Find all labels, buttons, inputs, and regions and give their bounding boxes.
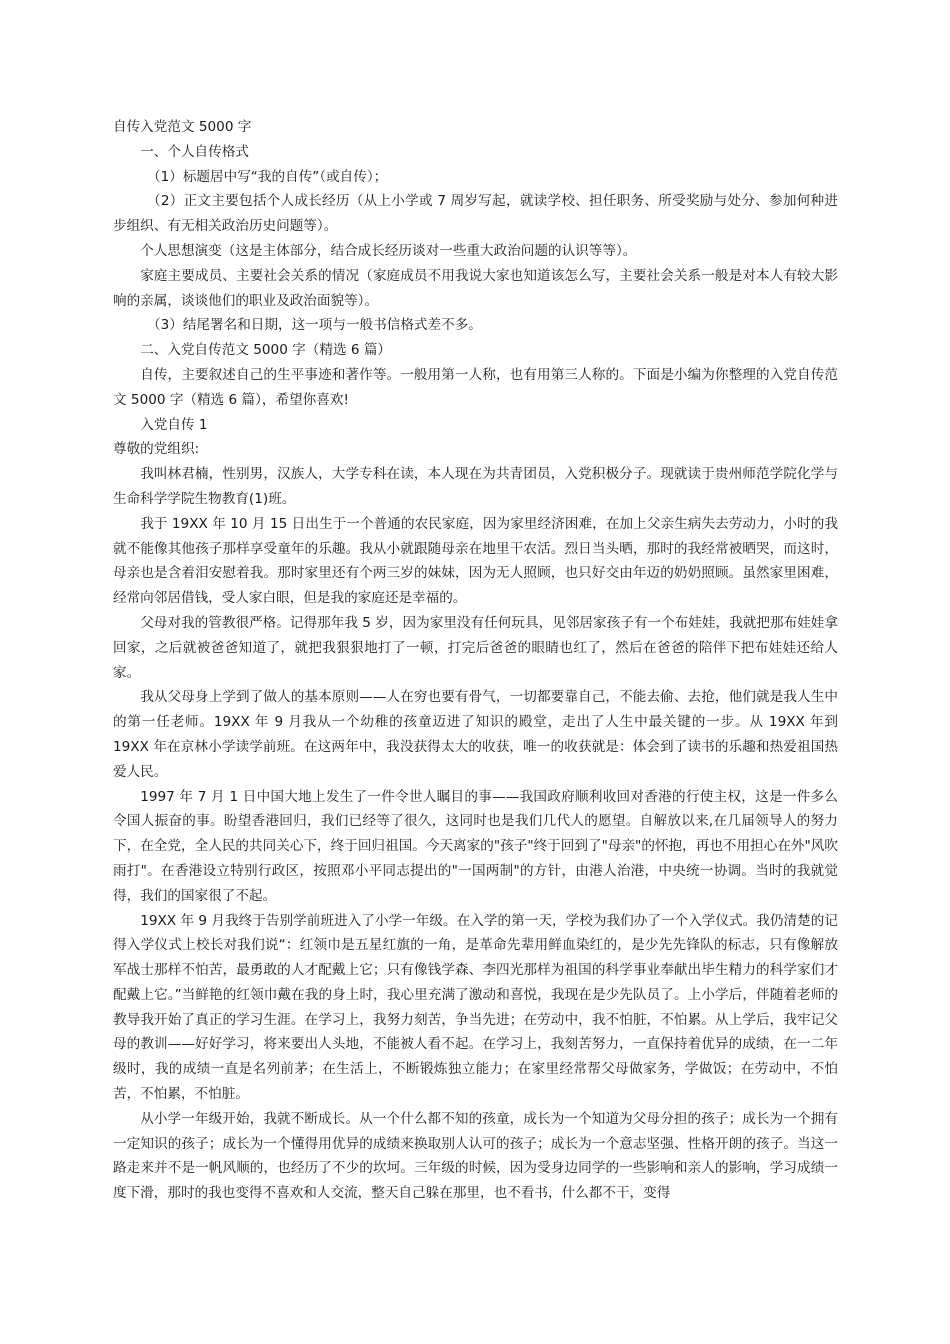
paragraph: 1997 年 7 月 1 日中国大地上发生了一件令世人瞩目的事——我国政府顺利收回对香港的行使主权，这是一件多么令国人振奋的事。盼望香港回归，我们已经等了很久，这同时也是我们几代人的愿望。自解放以来,在几届领导人的努力下，在全党，全人民的共同关心下，终于回归祖国。今天离家的"孩子"终于回到了"母亲"的怀抱，再也不用担心在外"风吹雨打"。在香港设立特别行政区，按照邓小平同志提出的"一国两制"的方针，由港人治港，中央统一协调。当时的我就觉得，我们的国家很了不起。 bbox=[113, 788, 838, 904]
document-page bbox=[113, 115, 838, 1206]
paragraph: 我从父母身上学到了做人的基本原则——人在穷也要有骨气，一切都要靠自己，不能去偷、去抢，他们就是我人生中的第一任老师。19XX 年 9 月我从一个幼稚的孩童迈进了知识的殿堂，走出了人生中最关键的一步。从 19XX 年到 19XX 年在京林小学读学前班。在这两年中，我没获得太大的收获，唯一的收获就是：体会到了读书的乐趣和热爱祖国热爱人民。 bbox=[113, 689, 838, 780]
paragraph: 入党自传 1 bbox=[140, 416, 208, 433]
paragraph: 父母对我的管教很严格。记得那年我 5 岁，因为家里没有任何玩具，见邻居家孩子有一个布娃娃，我就把那布娃娃拿回家，之后就被爸爸知道了，就把我狠狠地打了一顿，打完后爸爸的眼睛也红了，然后在爸爸的陪伴下把布娃娃还给人家。 bbox=[113, 614, 838, 681]
paragraph: 家庭主要成员、主要社会关系的情况（家庭成员不用我说大家也知道该怎么写，主要社会关系一般是对本人有较大影响的亲属，谈谈他们的职业及政治面貌等）。 bbox=[113, 267, 838, 309]
paragraph: 自传，主要叙述自己的生平事迹和著作等。一般用第一人称，也有用第三人称的。下面是小编为你整理的入党自传范文 5000 字（精选 6 篇），希望你喜欢! bbox=[113, 366, 838, 408]
paragraph: （1）标题居中写“我的自传”（或自传）； bbox=[147, 168, 388, 185]
paragraph: 一、个人自传格式 bbox=[140, 143, 249, 160]
paragraph: 19XX 年 9 月我终于告别学前班进入了小学一年级。在入学的第一天，学校为我们办了一个入学仪式。我仍清楚的记得入学仪式上校长对我们说“：红领巾是五星红旗的一角，是革命先辈用鲜血染红的，是少先先锋队的标志，只有像解放军战士那样不怕苦，最勇敢的人才配戴上它；只有像钱学森、李四光那样为祖国的科学事业奉献出毕生精力的科学家们才配戴上它。”当鲜艳的红领巾戴在我的身上时，我心里充满了激动和喜悦，我现在是少先队员了。上小学后，伴随着老师的教导我开始了真正的学习生涯。在学习上，我努力刻苦，争当先进；在劳动中，我不怕脏，不怕累。从上学后，我牢记父母的教训——好好学习，将来要出人头地，不能被人看不起。在学习上，我刻苦努力，一直保持着优异的成绩，在一二年级时，我的成绩一直是名列前茅；在生活上，不断锻炼独立能力；在家里经常帮父母做家务，学做饭；在劳动中，不怕苦，不怕累，不怕脏。 bbox=[113, 912, 838, 1103]
paragraph: （3）结尾署名和日期，这一项与一般书信格式差不多。 bbox=[147, 317, 482, 334]
paragraph: 二、入党自传范文 5000 字（精选 6 篇） bbox=[140, 342, 392, 359]
paragraph: 个人思想演变（这是主体部分，结合成长经历谈对一些重大政治问题的认识等等）。 bbox=[140, 242, 637, 259]
document-title: 自传入党范文 5000 字 bbox=[113, 119, 252, 135]
paragraph: 尊敬的党组织: bbox=[113, 441, 200, 458]
document-body bbox=[113, 140, 838, 1206]
paragraph: 从小学一年级开始，我就不断成长。从一个什么都不知的孩童，成长为一个知道为父母分担的孩子；成长为一个拥有一定知识的孩子；成长为一个懂得用优异的成绩来换取别人认可的孩子；成长为一个意志坚强、性格开朗的孩子。当这一路走来并不是一帆风顺的，也经历了不少的坎坷。三年级的时候，因为受身边同学的一些影响和亲人的影响，学习成绩一度下滑，那时的我也变得不喜欢和人交流，整天自己躲在那里，也不看书，什么都不干，变得 bbox=[113, 1110, 838, 1202]
paragraph: （2）正文主要包括个人成长经历（从上小学或 7 周岁写起，就读学校、担任职务、所受奖励与处分、参加何种进步组织、有无相关政治历史问题等）。 bbox=[113, 193, 838, 235]
paragraph: 我叫林君楠，性别男，汉族人，大学专科在读，本人现在为共青团员，入党积极分子。现就读于贵州师范学院化学与生命科学学院生物教育(1)班。 bbox=[113, 466, 838, 507]
paragraph: 我于 19XX 年 10 月 15 日出生于一个普通的农民家庭，因为家里经济困难，在加上父亲生病失去劳动力，小时的我就不能像其他孩子那样享受童年的乐趣。我从小就跟随母亲在地里干农活。烈日当头晒，那时的我经常被晒哭，而这时，母亲也是含着泪安慰着我。那时家里还有个两三岁的妹妹，因为无人照顾，也只好交由年迈的奶奶照顾。虽然家里困难，经常向邻居借钱，受人家白眼，但是我的家庭还是幸福的。 bbox=[113, 515, 838, 607]
